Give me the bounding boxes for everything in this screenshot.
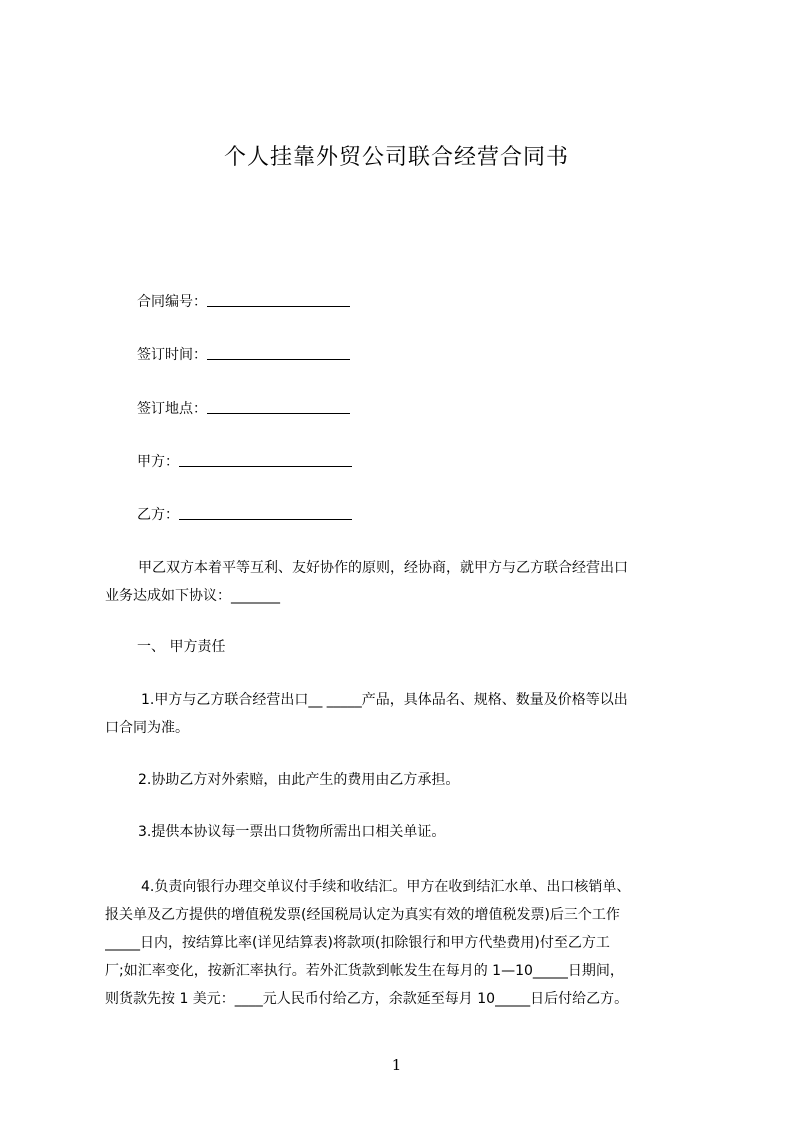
item-2-line-1: 2.协助乙方对外索赔，由此产生的费用由乙方承担。 [138,772,460,788]
sign-place-blank [207,399,350,414]
party-a-blank [179,452,352,467]
contract-number-field [137,292,350,312]
party-a-field [137,452,352,472]
item-4-line-5: 则货款先按 1 美元：____元人民币付给乙方，余款延至每月 10_____日后付给乙方。 [105,991,629,1007]
sign-place-field [137,399,350,419]
sign-time-label: 签订时间： [137,347,207,363]
contract-number-blank [207,292,350,307]
party-a-label: 甲方： [137,454,179,470]
party-b-label: 乙方： [137,507,179,523]
sign-time-blank [207,345,350,360]
item-1-line-2: 口合同为准。 [105,720,189,736]
item-4-paragraph [105,873,703,1013]
item-3-line-1: 3.提供本协议每一票出口货物所需出口相关单证。 [138,824,446,840]
intro-paragraph [105,554,703,610]
sign-place-label: 签订地点： [137,401,207,417]
section-1-heading: 一、 甲方责任 [137,639,226,655]
page-number: 1 [391,1056,402,1074]
party-b-field [137,505,352,525]
intro-line-1: 甲乙双方本着平等互利、友好协作的原则，经协商，就甲方与乙方联合经营出口 [138,560,628,576]
item-4-line-3: _____日内，按结算比率(详见结算表)将款项(扣除银行和甲方代垫费用)付至乙方工 [105,935,610,951]
sign-time-field [137,345,350,365]
item-3-paragraph [105,818,703,846]
item-4-line-4: 厂;如汇率变化，按新汇率执行。若外汇货款到帐发生在每月的 1—10_____日期间， [105,963,624,979]
item-1-line-1: 1.甲方与乙方联合经营出口__ _____产品，具体品名、规格、数量及价格等以出 [141,692,628,708]
document-title: 个人挂靠外贸公司联合经营合同书 [223,145,569,170]
intro-line-2: 业务达成如下协议：_______ [105,588,280,604]
contract-number-label: 合同编号： [137,294,207,310]
party-b-blank [179,505,352,520]
item-1-paragraph [105,686,703,742]
item-4-line-1: 4.负责向银行办理交单议付手续和收结汇。甲方在收到结汇水单、出口核销单、 [141,879,631,895]
item-2-paragraph [105,766,703,794]
item-4-line-2: 报关单及乙方提供的增值税发票(经国税局认定为真实有效的增值税发票)后三个工作 [105,907,620,923]
